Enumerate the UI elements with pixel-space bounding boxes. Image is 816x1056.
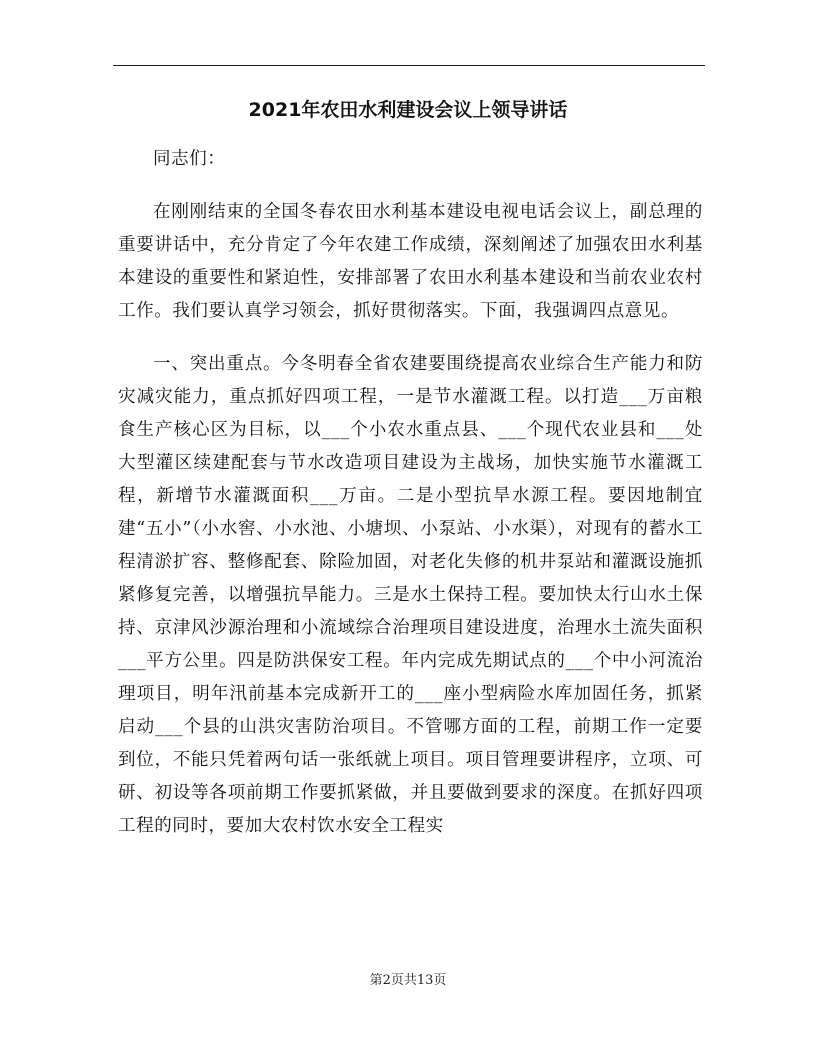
- document-title: 2021年农田水利建设会议上领导讲话: [248, 99, 568, 121]
- salutation: 同志们：: [153, 149, 226, 169]
- paragraph-key-points: 一、突出重点。今冬明春全省农建要围绕提高农业综合生产能力和防灾减灾能力，重点抓好四项工程，一是节水灌溉工程。以打造___万亩粮食生产核心区为目标，以___个小农水重点县、___个现代农业县和___处大型灌区续建配套与节水改造项目建设为主战场，加快实施节水灌溉工程，新增节水灌溉面积___万亩。二是小型抗旱水源工程。要因地制宜建“五小”（小水窖、小水池、小塘坝、小泵站、小水渠），对现有的蓄水工程清淤扩容、整修配套、除险加固，对老化失修的机井泵站和灌溉设施抓紧修复完善，以增强抗旱能力。三是水土保持工程。要加快太行山水土保持、京津风沙源治理和小流域综合治理项目建设进度，治理水土流失面积___平方公里。四是防洪保安工程。年内完成先期试点的___个中小河流治理项目，明年汛前基本完成新开工的___座小型病险水库加固任务，抓紧启动___个县的山洪灾害防治项目。不管哪方面的工程，前期工作一定要到位，不能只凭着两句话一张纸就上项目。项目管理要讲程序，立项、可研、初设等各项前期工作要抓紧做，并且要做到要求的深度。在抓好四项工程的同时，要加大农村饮水安全工程实: [118, 354, 703, 836]
- document-body: [118, 143, 703, 843]
- paragraph-intro: 在刚刚结束的全国冬春农田水利基本建设电视电话会议上，副总理的重要讲话中，充分肯定了今年农建工作成绩，深刻阐述了加强农田水利基本建设的重要性和紧迫性，安排部署了农田水利基本建设和当前农业农村工作。我们要认真学习领会，抓好贯彻落实。下面，我强调四点意见。: [118, 202, 703, 321]
- page-number: 第2页共13页: [369, 973, 447, 988]
- header-rule: [113, 65, 705, 66]
